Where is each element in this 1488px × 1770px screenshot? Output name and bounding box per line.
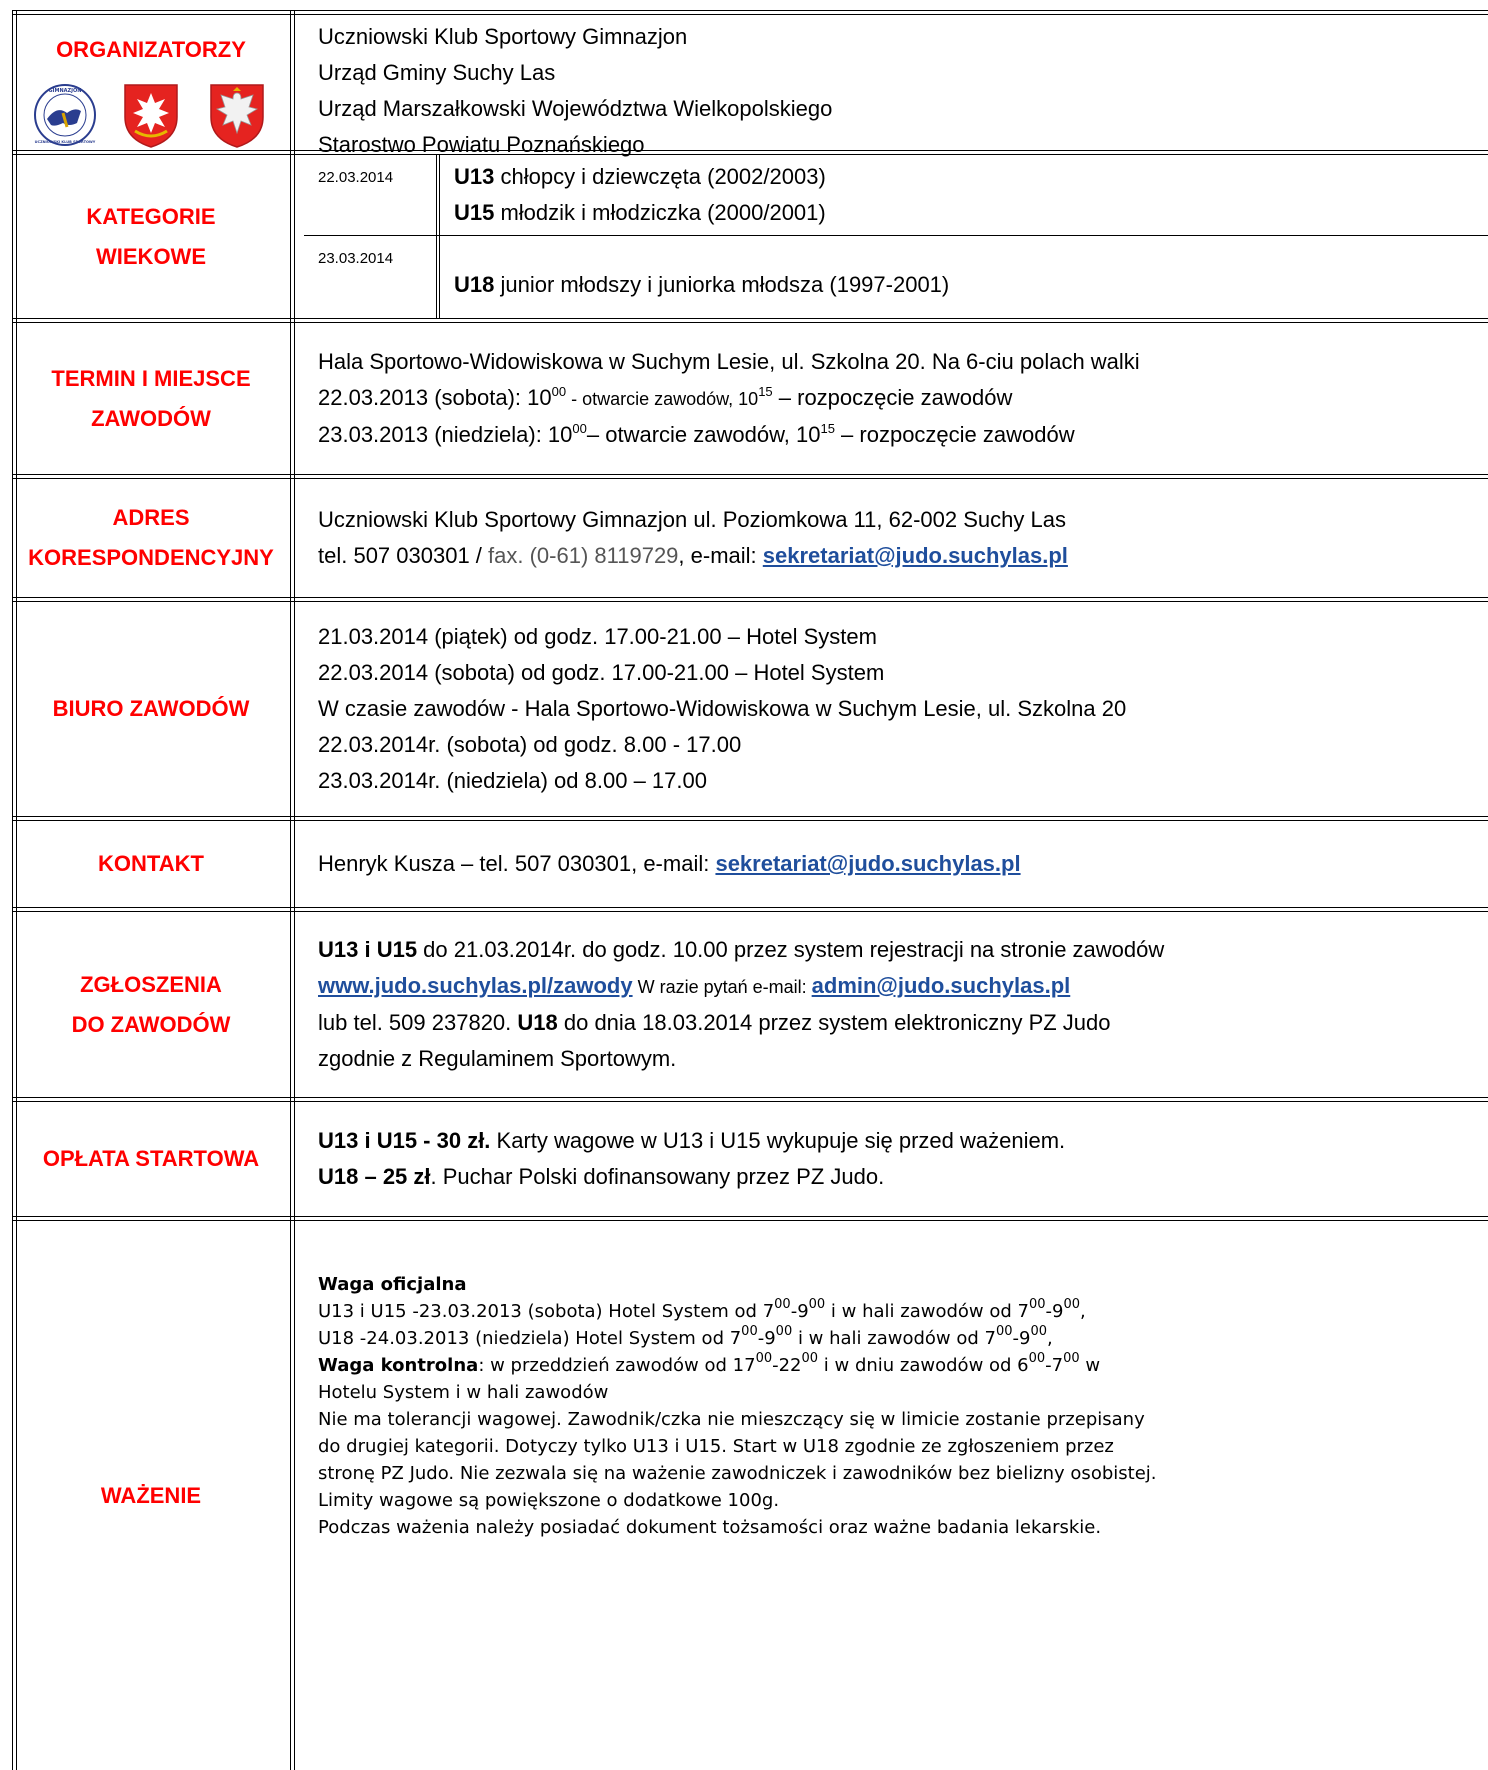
address-content	[304, 479, 1488, 597]
zgloszenia-label-line2: DO ZAWODÓW	[71, 1011, 231, 1037]
termin-content	[304, 323, 1488, 474]
weighing-u18: U18 -24.03.2013 (niedziela) Hotel System od $7^{00}-9^{00}$ i w hali zawodów od $7^{00}-9^{00}$,	[318, 1324, 1053, 1349]
club-logo-icon	[33, 79, 97, 151]
oplata-content: U13 i U15 - 30 zł. Karty wagowe w U13 i U15 wykupuje się przed ważeniem. U18 – 25 zł. Puchar Polski dofinansowany przez PZ Judo.	[318, 1128, 1066, 1189]
organizers-label: ORGANIZATORZY	[56, 37, 246, 62]
category-date-2: 23.03.2014	[318, 250, 394, 267]
secretariat-email-link[interactable]: sekretariat@judo.suchylas.pl	[762, 543, 1068, 568]
biuro-content	[304, 602, 1488, 816]
termin-row	[12, 323, 1488, 474]
zgloszenia-label-line1: ZGŁOSZENIA	[80, 971, 222, 997]
control-weighing: Waga kontrolna: w przeddzień zawodów od $17^{00}-22^{00}$ i w dniu zawodów od $6^{00}-7^{00}$ w	[318, 1351, 1101, 1376]
termin-day2: 23.03.2013 (niedziela): $10^{00}-$ otwarcie zawodów, $10^{15}$ – rozpoczęcie zawodów	[318, 421, 1075, 447]
organizer-1: Uczniowski Klub Sportowy Gimnazjon	[318, 24, 688, 49]
kontakt-content	[304, 821, 1488, 907]
club-logo-ring-text: UCZNIOWSKI KLUB SPORTOWY	[34, 140, 96, 144]
biuro-line: 22.03.2014r. (sobota) od godz. 8.00 - 17.00	[318, 732, 742, 757]
weighing-rule: Limity wagowe są powiększone o dodatkowe 100g.	[318, 1490, 780, 1511]
zgloszenia-row	[12, 912, 1488, 1097]
address-label-line2: KORESPONDENCYJNY	[28, 545, 274, 570]
category-row-2	[304, 236, 1488, 318]
biuro-line: 23.03.2014r. (niedziela) od 8.00 – 17.00	[318, 768, 707, 793]
category-desc: młodzik i młodziczka (2000/2001)	[494, 200, 826, 225]
oplata-row	[12, 1102, 1488, 1216]
weighing-rule: Podczas ważenia należy posiadać dokument tożsamości oraz ważne badania lekarskie.	[318, 1517, 1102, 1538]
registration-link[interactable]: www.judo.suchylas.pl/zawody	[318, 973, 633, 998]
termin-venue: Hala Sportowo-Widowiskowa w Suchym Lesie, ul. Szkolna 20. Na 6-ciu polach walki	[318, 349, 1140, 374]
wielkopolska-coat-of-arms-icon	[205, 79, 269, 151]
termin-label-line2: ZAWODÓW	[91, 405, 211, 431]
termin-label	[12, 323, 290, 474]
organizer-3: Urząd Marszałkowski Województwa Wielkopolskiego	[318, 96, 833, 121]
categories-label-line2: WIEKOWE	[96, 243, 206, 269]
oplata-label: OPŁATA STARTOWA	[42, 1146, 260, 1171]
organizers-row	[12, 15, 1488, 157]
weighing-rule: do drugiej kategorii. Dotyczy tylko U13 i U15. Start w U18 zgodnie ze zgłoszeniem przez	[318, 1436, 1114, 1457]
fax-number: fax. (0-61) 8119729	[488, 543, 679, 568]
admin-email-link[interactable]: admin@judo.suchylas.pl	[811, 973, 1071, 998]
official-weighing-title: Waga oficjalna	[318, 1274, 467, 1295]
biuro-line: W czasie zawodów - Hala Sportowo-Widowiskowa w Suchym Lesie, ul. Szkolna 20	[318, 696, 1127, 721]
biuro-row	[12, 602, 1488, 816]
category-text-1	[454, 155, 1488, 235]
categories-label	[12, 155, 290, 318]
category-row-1	[304, 155, 1488, 235]
termin-label-line1: TERMIN I MIEJSCE	[51, 365, 251, 391]
category-divider	[436, 155, 440, 235]
weighing-rule: stronę PZ Judo. Nie zezwala się na ważenie zawodniczek i zawodników bez bielizny osobistej.	[318, 1463, 1157, 1484]
info-table	[12, 10, 1488, 1770]
address-label	[12, 479, 290, 597]
address-line: Uczniowski Klub Sportowy Gimnazjon ul. Poziomkowa 11, 62-002 Suchy Las	[318, 507, 1066, 532]
zgloszenia-label	[12, 912, 290, 1097]
category-code: U15	[454, 200, 495, 225]
weighing-location: Hotelu System i w hali zawodów	[318, 1382, 609, 1403]
address-label-line1: ADRES	[112, 505, 190, 530]
category-divider	[436, 236, 440, 318]
organizers-list	[304, 15, 1488, 157]
biuro-label: BIURO ZAWODÓW	[52, 696, 250, 721]
kontakt-label: KONTAKT	[98, 851, 204, 876]
organizer-2: Urząd Gminy Suchy Las	[318, 60, 556, 85]
category-text-2	[454, 236, 1488, 318]
wazenie-content	[304, 1221, 1488, 1770]
wazenie-label: WAŻENIE	[100, 1482, 202, 1508]
biuro-line: 21.03.2014 (piątek) od godz. 17.00-21.00 – Hotel System	[318, 624, 877, 649]
wazenie-row	[12, 1221, 1488, 1770]
suchy-las-coat-of-arms-icon	[119, 79, 183, 151]
address-row	[12, 479, 1488, 597]
termin-day1: 22.03.2013 (sobota): $10^{00}$ - otwarcie zawodów, $10^{15}$ – rozpoczęcie zawodów	[318, 384, 1013, 410]
kontakt-row	[12, 821, 1488, 907]
organizers-logos	[33, 79, 269, 151]
organizer-4: Starostwo Powiatu Poznańskiego	[318, 132, 645, 157]
category-code: U18	[454, 272, 495, 297]
club-logo-text: GIMNAZJON	[48, 88, 82, 94]
address-contact: tel. 507 030301 / fax. (0-61) 8119729, e-mail: sekretariat@judo.suchylas.pl	[318, 543, 1068, 568]
category-desc: junior młodszy i juniorka młodsza (1997-2001)	[494, 272, 950, 297]
category-desc: chłopcy i dziewczęta (2002/2003)	[494, 164, 826, 189]
organizers-label-cell	[12, 15, 290, 150]
zgloszenia-content: U13 i U15 do 21.03.2014r. do godz. 10.00 przez system rejestracji na stronie zawodów www.judo.suchylas.pl/zawody W razie pytań e-mail: admin@judo.suchylas.pl lub tel. 509 237820. U18 do dnia 18.03.2014 przez system elektroniczny PZ Judo zgodnie z Regulaminem Sportowym.	[318, 937, 1165, 1071]
category-date-1: 22.03.2014	[318, 169, 394, 186]
weighing-rule: Nie ma tolerancji wagowej. Zawodnik/czka nie mieszczący się w limicie zostanie przepisany	[318, 1409, 1145, 1430]
kontakt-text: Henryk Kusza – tel. 507 030301, e-mail:	[318, 851, 716, 876]
category-code: U13	[454, 164, 495, 189]
biuro-line: 22.03.2014 (sobota) od godz. 17.00-21.00 – Hotel System	[318, 660, 885, 685]
categories-label-line1: KATEGORIE	[86, 203, 216, 229]
kontakt-email-link[interactable]: sekretariat@judo.suchylas.pl	[715, 851, 1021, 876]
weighing-u13-u15: U13 i U15 -23.03.2013 (sobota) Hotel System od $7^{00}-9^{00}$ i w hali zawodów od $7^{00}-9^{00}$,	[318, 1297, 1086, 1322]
